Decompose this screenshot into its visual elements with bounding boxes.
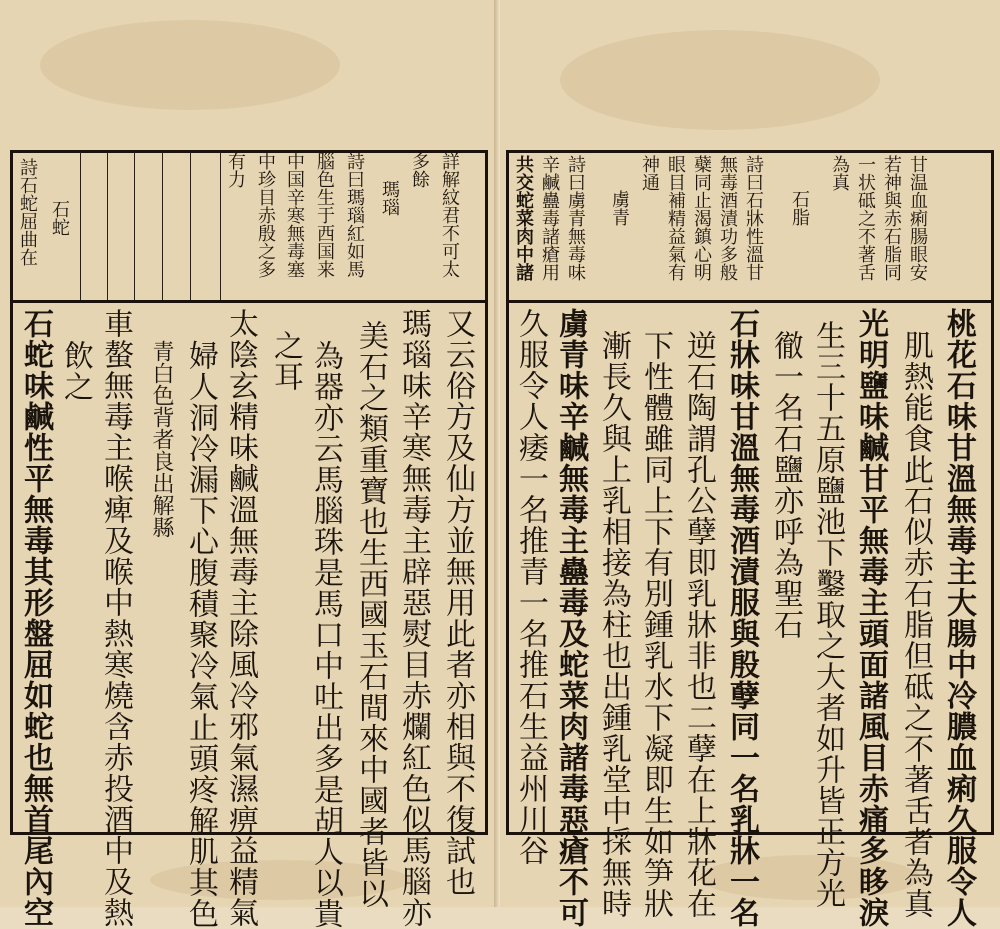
text-column: 下性體雖同上下有別鍾乳水下凝即生如笋狀: [638, 330, 673, 919]
upper-label: 石蛇: [49, 200, 70, 236]
column-rule: [190, 152, 191, 300]
gloss-line: 多餘: [409, 152, 430, 188]
text-column: 為器亦云馬腦珠是馬口中吐出多是胡人以貴: [308, 340, 343, 929]
gloss-heading: 虜青: [609, 190, 630, 226]
text-column: 車螯無毒主喉痺及喉中熱寒燒含赤投酒中及熱: [98, 308, 133, 928]
upper-edge-gloss: 詩石蛇屈曲在: [17, 158, 38, 266]
text-column: 之耳: [268, 330, 303, 392]
gloss-line: 詳解紋君不可太: [439, 152, 460, 278]
text-column: 石蛇味鹹性平無毒其形盤屈如蛇也無首尾內空: [18, 308, 53, 928]
gloss-line: 詩曰虜青無毒味: [565, 155, 586, 281]
gloss-line: 腦色生于西国来: [314, 152, 335, 278]
text-column: 逆石陶謂孔公孽即乳牀非也二孽在上牀花在: [681, 330, 716, 919]
gloss-heading: 瑪瑙: [379, 180, 400, 216]
text-column: 漸長久與上乳相接為柱也出鍾乳堂中採無時: [596, 330, 631, 919]
text-column: 生三十五原鹽池下鑿取之大者如升皆正方光: [810, 320, 845, 909]
gloss-line: 共交蛇菜肉中諸: [513, 155, 534, 281]
column-rule: [162, 152, 163, 300]
register-divider: [10, 300, 488, 303]
text-column: 光明鹽味鹹甘平無毒主頭面諸風目赤痛多眵淚: [853, 308, 888, 928]
gloss-line: 有力: [225, 152, 246, 188]
gloss-line: 甘温血痢腸眼安: [907, 155, 928, 281]
register-divider: [506, 300, 994, 303]
gloss-line: 中珍目赤殷之多: [255, 152, 276, 278]
text-column: 又云俗方及仙方並無用此者亦相與不復試也: [440, 308, 475, 897]
gloss-line: 蘗同止渴鎮心明: [691, 155, 712, 281]
text-column: 石牀味甘溫無毒酒漬服與殷孽同一名乳牀一名: [724, 308, 759, 928]
gloss-line: 詩曰瑪瑙紅如馬: [344, 152, 365, 278]
text-column: 徹一名石鹽亦呼為聖石: [768, 330, 803, 640]
gloss-line: 中国辛寒無毒塞: [284, 152, 305, 278]
gloss-line: 無毒酒漬功多般: [717, 155, 738, 281]
text-column: 婦人洞冷漏下心腹積聚冷氣止頭疼解肌其色: [183, 340, 218, 929]
gloss-line: 一状砥之不著舌: [855, 155, 876, 281]
text-column: 美石之類重寶也生西國玉石間來中國者皆以: [353, 320, 388, 909]
column-rule: [107, 152, 108, 300]
gloss-line: 詩曰石牀性溫甘: [743, 155, 764, 281]
gloss-line: 神通: [639, 155, 660, 191]
gloss-line: 為真: [829, 155, 850, 191]
text-column: 肌熱能食此石似赤石脂但砥之不著舌者為真: [898, 330, 933, 919]
paper-stain: [560, 30, 880, 130]
gloss-line: 若神與赤石脂同: [881, 155, 902, 281]
gloss-line: 辛鹹蠱毒諸瘡用: [539, 155, 560, 281]
text-column: 桃花石味甘溫無毒主大腸中冷膿血痢久服令人: [941, 308, 976, 928]
right-page: [500, 0, 1000, 928]
gloss-heading: 石脂: [789, 190, 810, 226]
gloss-line: 眼目補精益氣有: [665, 155, 686, 281]
paper-stain: [40, 20, 340, 110]
column-rule: [220, 152, 221, 300]
text-column: 青白色背者良出解縣: [149, 340, 174, 538]
text-column: 瑪瑙味辛寒無毒主辟惡熨目赤爛紅色似馬腦亦: [396, 308, 431, 928]
text-column: 太陰玄精味鹹溫無毒主除風冷邪氣濕痹益精氣: [223, 308, 258, 928]
column-rule: [80, 152, 81, 300]
text-column: 久服令人痿一名推青一名推石生益州川谷: [513, 308, 548, 866]
text-column: 飲之: [58, 340, 93, 402]
column-rule: [134, 152, 135, 300]
text-column: 虜青味辛鹹無毒主蠱毒及蛇菜肉諸毒惡瘡不可: [553, 308, 588, 928]
